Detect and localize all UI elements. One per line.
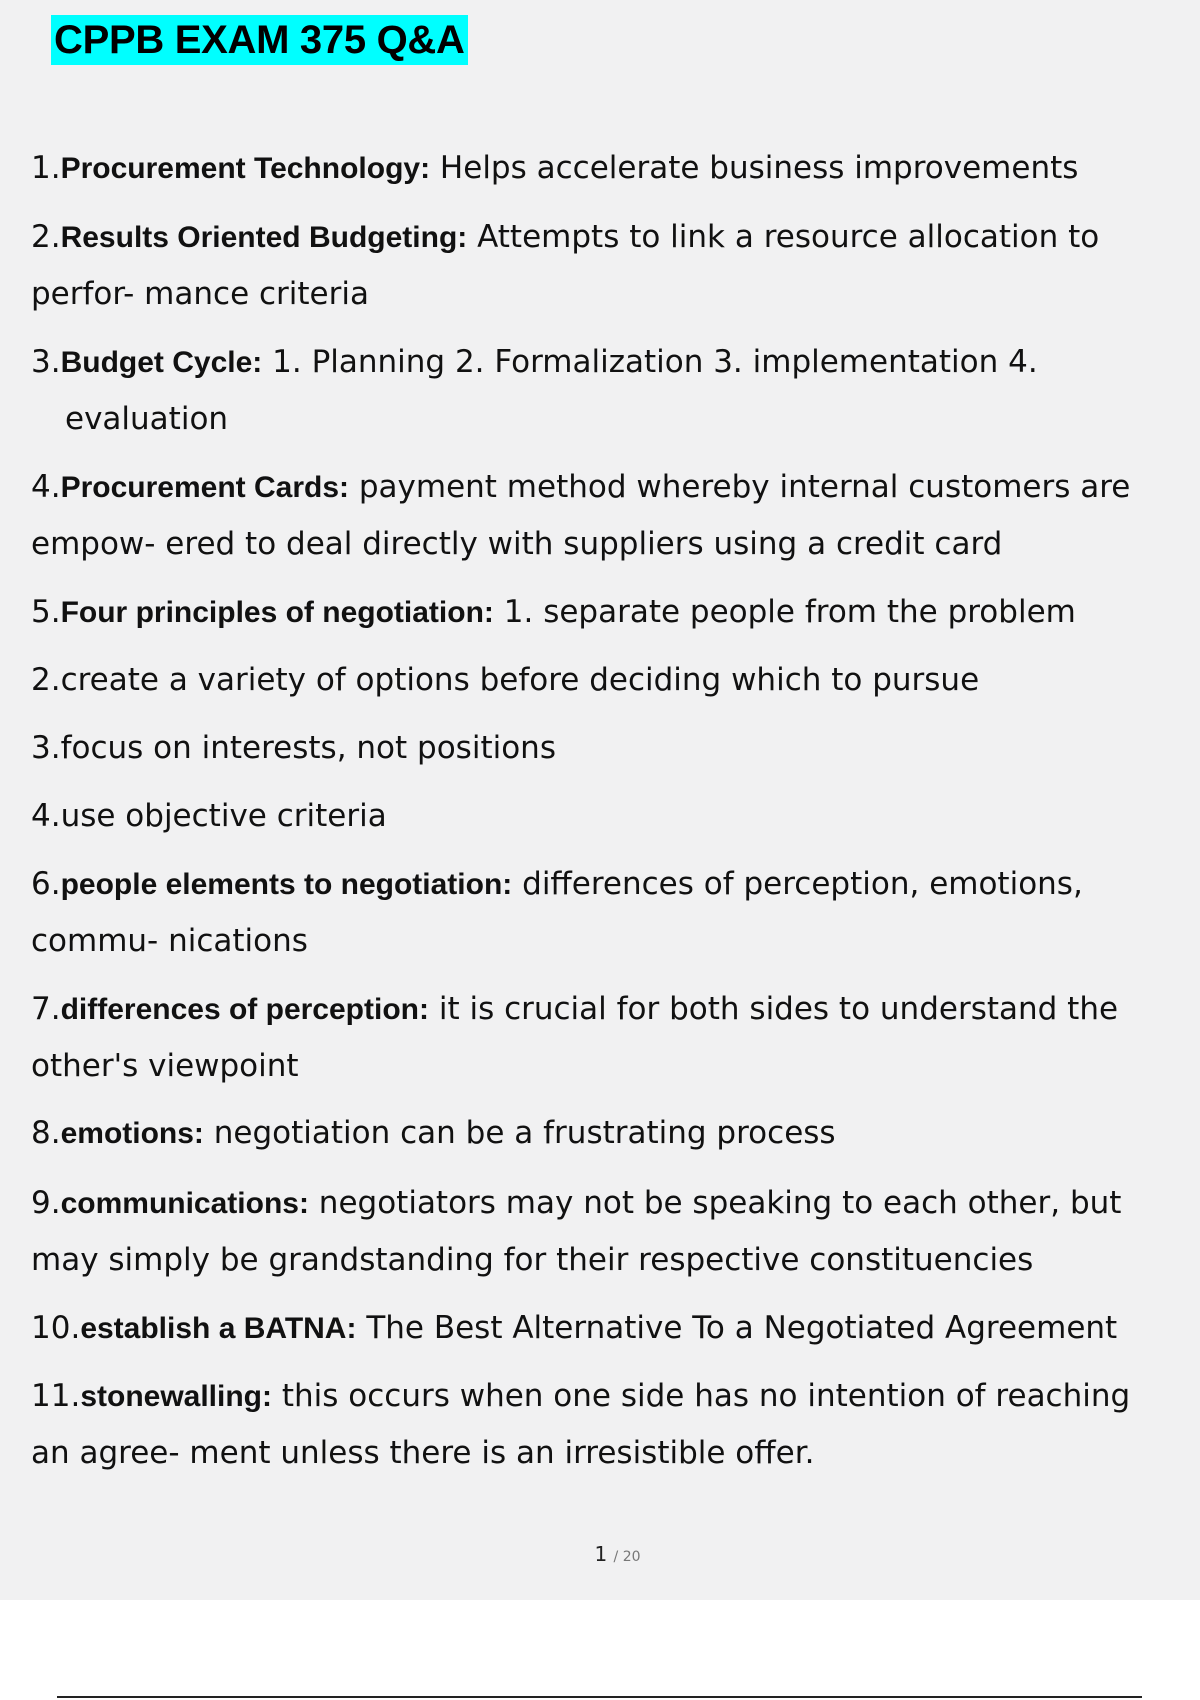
item-definition: create a variety of options before deciding which to pursue: [60, 662, 980, 698]
item-term: people elements to negotiation:: [60, 868, 513, 901]
item-number: 1.: [31, 150, 61, 186]
qa-item: [31, 652, 1191, 708]
item-number: 9.: [31, 1185, 61, 1221]
item-definition: negotiators may not be speaking to each other, but: [308, 1185, 1122, 1221]
item-number: 3.: [31, 730, 61, 766]
item-definition-continued: evaluation: [65, 401, 229, 437]
item-number: 10.: [31, 1310, 81, 1346]
qa-item: [31, 209, 1191, 322]
qa-item: [31, 981, 1191, 1094]
page-counter: [0, 1537, 1200, 1574]
item-term: Budget Cycle:: [60, 346, 263, 379]
item-definition: Attempts to link a resource allocation to: [467, 219, 1100, 255]
item-number: 8.: [31, 1115, 61, 1151]
qa-item: [31, 1368, 1191, 1481]
item-term: Procurement Cards:: [60, 471, 349, 504]
qa-item: [31, 1300, 1191, 1357]
item-definition: this occurs when one side has no intention of reaching: [272, 1378, 1131, 1414]
item-definition: 1. separate people from the problem: [493, 594, 1076, 630]
item-definition: negotiation can be a frustrating process: [203, 1115, 836, 1151]
qa-item: [31, 1105, 1191, 1162]
item-number: 6.: [31, 866, 61, 902]
item-number: 4.: [31, 798, 61, 834]
item-number: 3.: [31, 344, 61, 380]
item-definition: The Best Alternative To a Negotiated Agreement: [356, 1310, 1118, 1346]
qa-item: [31, 584, 1191, 641]
item-term: differences of perception:: [60, 993, 429, 1026]
item-definition-continued: perfor- mance criteria: [31, 276, 369, 312]
item-term: establish a BATNA:: [80, 1312, 357, 1345]
qa-item: [31, 856, 1191, 969]
item-term: stonewalling:: [80, 1380, 272, 1413]
item-number: 5.: [31, 594, 61, 630]
page-number: 1: [594, 1542, 608, 1566]
item-definition: focus on interests, not positions: [60, 730, 556, 766]
item-term: emotions:: [60, 1117, 204, 1150]
item-definition: it is crucial for both sides to understand the: [428, 991, 1119, 1027]
document-title: CPPB EXAM 375 Q&A: [51, 15, 468, 65]
item-number: 2.: [31, 219, 61, 255]
item-term: Four principles of negotiation:: [60, 596, 494, 629]
item-definition: use objective criteria: [60, 798, 387, 834]
item-definition: 1. Planning 2. Formalization 3. implementation 4.: [262, 344, 1038, 380]
item-definition-continued: may simply be grandstanding for their respective constituencies: [31, 1242, 1034, 1278]
qa-item: [31, 1175, 1191, 1288]
item-definition: differences of perception, emotions,: [512, 866, 1083, 902]
qa-item: [31, 720, 1191, 776]
item-number: 7.: [31, 991, 61, 1027]
item-term: Results Oriented Budgeting:: [60, 221, 468, 254]
item-number: 11.: [31, 1378, 81, 1414]
item-number: 4.: [31, 469, 61, 505]
page-total: / 20: [613, 1549, 641, 1565]
item-number: 2.: [31, 662, 61, 698]
item-term: communications:: [60, 1187, 309, 1220]
qa-item: [31, 140, 1191, 197]
item-definition-continued: other's viewpoint: [31, 1048, 299, 1084]
item-definition: Helps accelerate business improvements: [430, 150, 1079, 186]
item-definition-continued: an agree- ment unless there is an irresistible offer.: [31, 1435, 815, 1471]
item-definition-continued: empow- ered to deal directly with suppliers using a credit card: [31, 526, 1003, 562]
footer-rule: [57, 1696, 1142, 1698]
item-definition: payment method whereby internal customers are: [349, 469, 1131, 505]
qa-item: [31, 459, 1191, 572]
qa-item: [31, 788, 1191, 844]
item-definition-continued: commu- nications: [31, 923, 308, 959]
qa-item: [31, 334, 1191, 447]
item-term: Procurement Technology:: [60, 152, 431, 185]
